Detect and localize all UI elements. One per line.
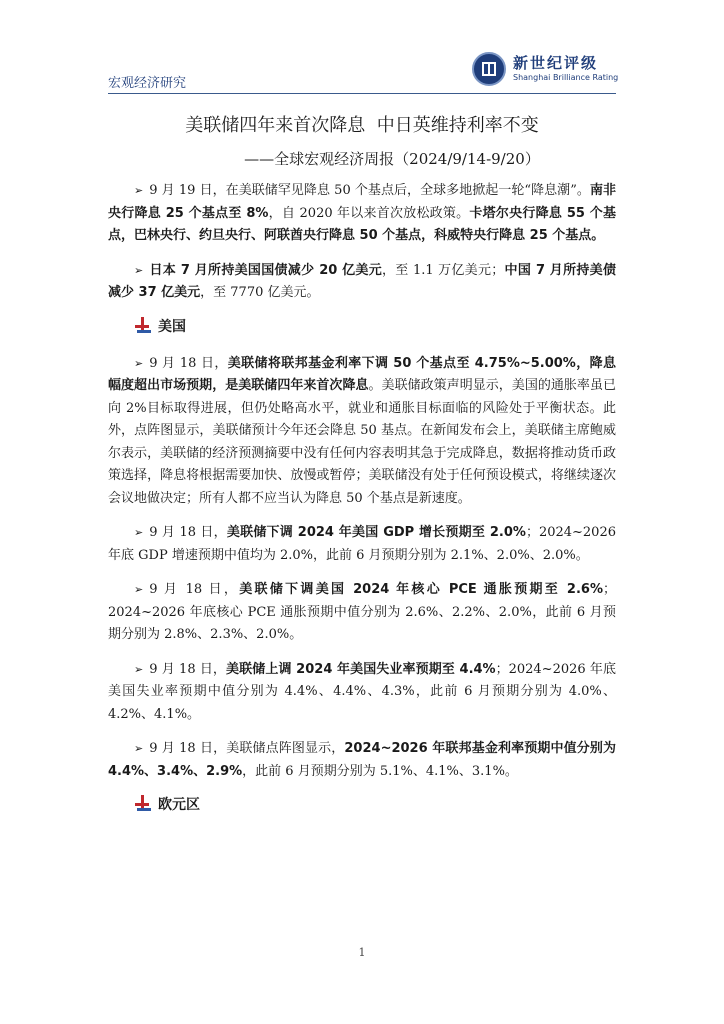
body-text: ；2024~2026 年底 GDP 增速预期中值均为 2.0%，此前 6 月预期分别为 2.1%、2.0%、2.0%。 — [108, 525, 616, 563]
body-text: ；2024~2026 年底核心 PCE 通胀预期中值分别为 2.6%、2.2%、2.0%，此前 6 月预期分别为 2.8%、2.3%、2.0%。 — [108, 582, 616, 642]
report-body — [108, 180, 616, 831]
section-title: 欧元区 — [158, 797, 200, 813]
body-text: 9 月 18 日， — [149, 661, 227, 677]
body-text: ；2024~2026 年底美国失业率预期中值分别为 4.4%、4.4%、4.3%，此前 6 月预期分别为 4.0%、4.2%、4.1%。 — [108, 661, 616, 722]
bullet-paragraph — [108, 579, 616, 647]
body-text: ，至 7770 亿美元。 — [200, 285, 320, 300]
logo-en-text: Shanghai Brilliance Rating — [513, 73, 619, 82]
body-text: 9 月 18 日， — [149, 582, 240, 597]
highlight-text: 中国 7 月所持美债减少 37 亿美元 — [108, 262, 616, 300]
page-title: 美联储四年来首次降息 中日英维持利率不变 — [185, 115, 539, 136]
body-text: 9 月 18 日，美联储点阵图显示， — [149, 741, 345, 756]
page-subtitle: ——全球宏观经济周报（2024/9/14-9/20） — [244, 150, 540, 168]
section-marker-icon — [134, 795, 152, 813]
bullet-arrow-icon: ➢ — [134, 662, 144, 676]
highlight-text: 美联储下调 2024 年美国 GDP 增长预期至 2.0% — [226, 525, 526, 540]
section-heading — [134, 795, 616, 815]
section-heading — [134, 317, 616, 337]
logo-emblem-icon — [472, 52, 506, 86]
report-category: 宏观经济研究 — [108, 76, 187, 91]
highlight-text: 美联储上调 2024 年美国失业率预期至 4.4% — [226, 661, 496, 677]
section-title: 美国 — [158, 318, 186, 335]
bullet-paragraph — [108, 260, 616, 305]
highlight-text: 美联储将联邦基金利率下调 50 个基点至 4.75%~5.00%，降息幅度超出市场预期，是美联储四年来首次降息 — [108, 355, 616, 393]
bullet-paragraph — [108, 738, 616, 783]
section-marker-icon — [134, 317, 152, 335]
body-text: 9 月 19 日，在美联储罕见降息 50 个基点后，全球多地掀起一轮“降息潮”。 — [149, 183, 590, 198]
bullet-arrow-icon: ➢ — [134, 526, 144, 539]
bullet-paragraph — [108, 522, 616, 567]
page-number: 1 — [358, 946, 366, 959]
body-text: 9 月 18 日， — [149, 525, 227, 540]
logo-cn-text: 新世纪评级 — [513, 54, 599, 72]
brand-logo — [472, 50, 622, 88]
bullet-arrow-icon: ➢ — [134, 583, 144, 596]
highlight-text: 日本 7 月所持美国国债减少 20 亿美元 — [149, 262, 382, 278]
bullet-arrow-icon: ➢ — [134, 184, 144, 197]
header-divider — [108, 93, 616, 94]
bullet-paragraph — [108, 353, 616, 511]
body-text: ，至 1.1 万亿美元； — [381, 262, 505, 278]
highlight-text: 卡塔尔央行降息 55 个基点，巴林央行、约旦央行、阿联酋央行降息 50 个基点，科威特央行降息 25 个基点。 — [108, 205, 616, 243]
highlight-text: 2024~2026 年联邦基金利率预期中值分别为 4.4%、3.4%、2.9% — [108, 741, 616, 779]
highlight-text: 美联储下调美国 2024 年核心 PCE 通胀预期至 2.6% — [239, 582, 603, 597]
body-text: ，此前 6 月预期分别为 5.1%、4.1%、3.1%。 — [242, 763, 518, 779]
body-text: ，自 2020 年以来首次放松政策。 — [268, 205, 470, 221]
bullet-paragraph — [108, 180, 616, 248]
highlight-text: 南非央行降息 25 个基点至 8% — [108, 183, 616, 221]
body-text: 。美联储政策声明显示，美国的通胀率虽已向 2%目标取得进展，但仍处略高水平，就业和通胀目标面临的风险处于平衡状态。此外，点阵图显示，美联储预计今年还会降息 50 基点。在新闻发布会上，美联储主席鲍威尔表示，美联储的经济预测摘要中没有任何内容表明其急于完成降息，数据将推动货币政策选择，降息将根据需要加快、放慢或暂停；美联储没有处于任何预设模式，将继续逐次会议地做决定；所有人都不应当认为降息 50 个基点是新速度。 — [108, 378, 616, 506]
body-text: 9 月 18 日， — [149, 355, 228, 371]
bullet-arrow-icon: ➢ — [134, 742, 144, 755]
bullet-paragraph — [108, 659, 616, 727]
bullet-arrow-icon: ➢ — [134, 263, 144, 277]
bullet-arrow-icon: ➢ — [134, 356, 144, 370]
